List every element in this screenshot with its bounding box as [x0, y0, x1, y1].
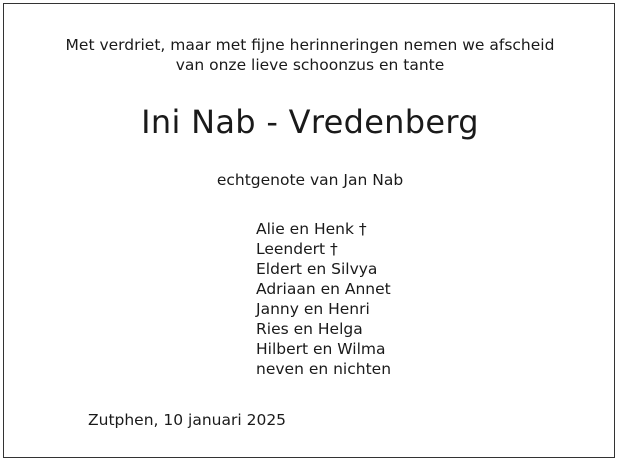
intro-line-2: van onze lieve schoonzus en tante: [175, 56, 445, 74]
family-member: neven en nichten: [256, 360, 392, 378]
family-member: Janny en Henri: [256, 300, 370, 318]
family-member: Leendert †: [256, 240, 338, 258]
family-member: Ries en Helga: [256, 320, 363, 338]
place-date: Zutphen, 10 januari 2025: [88, 411, 287, 429]
family-member: Eldert en Silvya: [256, 260, 378, 278]
deceased-name: Ini Nab - Vredenberg: [141, 103, 479, 141]
spouse-line: echtgenote van Jan Nab: [216, 171, 404, 189]
family-list: [256, 219, 391, 379]
family-member: Alie en Henk †: [256, 220, 367, 238]
family-member: Hilbert en Wilma: [256, 340, 386, 358]
intro-line-1: Met verdriet, maar met fijne herinneringen nemen we afscheid: [65, 36, 555, 54]
family-member: Adriaan en Annet: [256, 280, 391, 298]
